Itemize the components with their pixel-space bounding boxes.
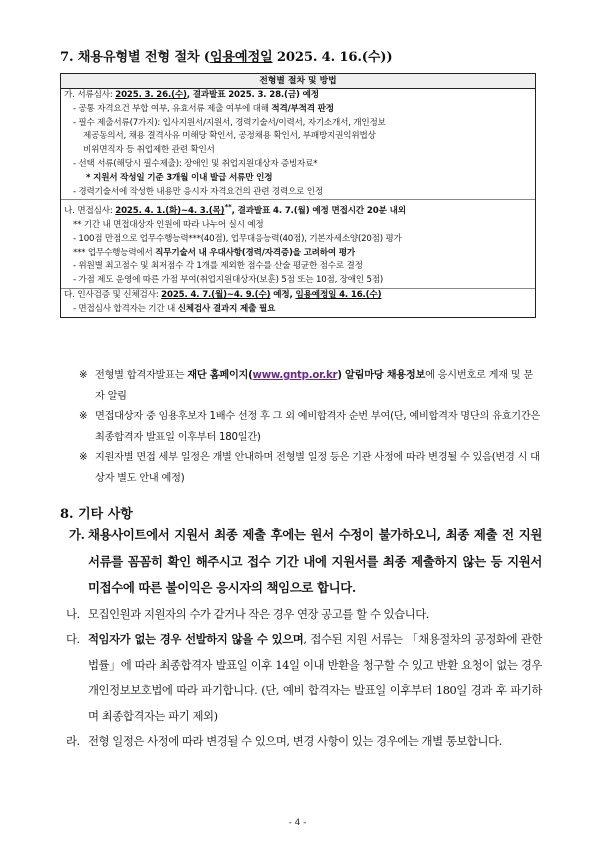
item-text: 채용사이트에서 지원서 최종 제출 후에는 원서 수정이 불가하오니, 최종 제출 전 지원 서류를 꼼꼼히 확인 해주시고 접수 기간 내에 지원서를 최종 제출하지 않는 등 지원서 미접수에 따른 불이익은 응시자의 책임으로 합니다. <box>88 527 542 595</box>
stage-detail: - 가점 제도 운영에 따른 가점 부여(취업지원대상자(보훈) 5점 또는 10점, 장애인 5점) <box>73 275 384 286</box>
stage-date: 2025. 4. 7.(월)~4. 9.(수) <box>161 290 271 301</box>
stage-interview-title <box>64 200 532 219</box>
item-mark: 라. <box>66 734 80 748</box>
other-items-list <box>66 522 542 755</box>
detail-bold: 신체검사 결과지 제출 필요 <box>177 303 276 314</box>
appointment-date: 임용예정일 4. 16.(수) <box>295 290 382 301</box>
stage-detail: - 경력기술서에 작성한 내용만 응시자 자격요건의 관련 경력으로 인정 <box>73 186 323 197</box>
notes-list <box>79 366 541 490</box>
other-item-d <box>66 729 542 755</box>
item-mark: 나. <box>66 606 80 621</box>
detail-bold: 직무기술서 내 우대사항(경력/자격증)을 고려하여 평가 <box>155 247 355 258</box>
stage-footnote <box>64 247 532 261</box>
detail-text: - 면접심사 합격자는 기간 내 <box>73 303 178 314</box>
item-text-rest: , 접수된 지원 서류는 「채용절차의 공정화에 관한 법률」에 따라 최종합격자 발표일 이후 14일 이내 반환을 청구할 수 있고 반환 요청이 없는 경우 개인정보보호법에 따라 파기합니다. (단, 예비 합격자는 발표일 이후부터 180일 경과 후 파기하며 최종합격자는 파기 제외) <box>88 632 542 723</box>
section-7-title-underlined: 임용예정일 <box>209 50 273 65</box>
other-item-b <box>66 602 542 628</box>
note-text <box>95 366 541 407</box>
stage-detail: - 위원별 최고점수 및 최저점수 각 1개를 제외한 점수를 산술 평균한 점수로 결정 <box>73 261 363 272</box>
item-mark: 가. <box>69 527 85 542</box>
note-item <box>79 366 541 407</box>
stage-date: 2025. 3. 26.(수) <box>115 90 187 100</box>
stage-detail: 제공동의서, 채용 결격사유 미해당 확인서, 공정채용 확인서, 부패방지권익위법상 <box>83 131 376 142</box>
procedure-table-header: 전형별 절차 및 방법 <box>61 74 535 89</box>
detail-text: *** 업무수행능력에서 <box>73 247 156 258</box>
note-text: 지원자별 면접 세부 일정은 개별 안내하며 전형별 일정 등은 기관 사정에 따라 변경될 수 있음(변경 시 대상자 별도 안내 예정) <box>95 452 540 484</box>
stage-verification-title <box>64 289 532 303</box>
note-mark: ※ <box>79 452 88 464</box>
note-mark: ※ <box>79 411 88 423</box>
note-text-part: 에 응시번호로 게재 및 문자 알림 <box>95 370 533 402</box>
section-8-title: 8. 기타 사항 <box>60 507 133 522</box>
stage-detail <box>64 103 532 117</box>
item-mark: 다. <box>66 632 80 646</box>
stage-detail: - 선택 서류(해당시 필수제출): 장애인 및 취업지원대상자 증빙자료* <box>73 158 318 169</box>
item-text-bold: 적임자가 없는 경우 선발하지 않을 수 있으며 <box>88 632 304 646</box>
stage-result: 예정, <box>270 290 296 301</box>
homepage-link[interactable]: www.gntp.or.kr <box>252 370 338 381</box>
other-item-a <box>69 522 542 602</box>
procedure-table <box>60 73 536 318</box>
stage-detail <box>64 303 532 317</box>
stage-label: 나. 면접심사: <box>64 206 116 217</box>
stage-verification <box>61 288 535 317</box>
page-number: - 4 - <box>288 818 307 828</box>
stage-label: 가. 서류심사: <box>64 90 116 100</box>
stage-detail: - 필수 제출서류(7가지): 입사지원서/지원서, 경력기술서/이력서, 자기소개서, 개인정보 <box>73 117 386 128</box>
stage-footnote: ** 기간 내 면접대상자 인원에 따라 나누어 실시 예정 <box>73 220 264 231</box>
note-item <box>79 448 541 489</box>
stage-result: , 결과발표 4. 7.(월) 예정 면접시간 20분 내외 <box>231 206 406 217</box>
note-item <box>79 407 541 448</box>
stage-date: 2025. 4. 1.(화)~4. 3.(목) <box>115 206 225 217</box>
item-text: 모집인원과 지원자의 수가 같거나 작은 경우 연장 공고를 할 수 있습니다. <box>88 606 429 621</box>
item-text <box>88 627 542 729</box>
note-mark: ※ <box>79 370 88 381</box>
note-text-part: 전형별 합격자발표는 <box>95 370 188 381</box>
note-text-bold: ) 알림마당 채용정보 <box>337 370 426 381</box>
section-7-title <box>60 46 392 65</box>
detail-bold: 적격/부적격 판정 <box>271 103 334 114</box>
stage-result: , 결과발표 2025. 3. 28.(금) 예정 <box>186 90 319 100</box>
stage-detail: 비위면직자 등 취업제한 관련 확인서 <box>83 145 215 156</box>
item-text: 전형 일정은 사정에 따라 변경될 수 있으며, 변경 사항이 있는 경우에는 개별 통보합니다. <box>88 734 502 748</box>
stage-detail: - 100점 만점으로 업무수행능력***(40점), 업무대응능력(40점), 기본자세소양(20점) 평가 <box>73 233 402 244</box>
stage-document-screening <box>61 89 535 199</box>
note-text: 면접대상자 중 임용후보자 1배수 선정 후 그 외 예비합격자 순번 부여(단, 예비합격자 명단의 유효기간은 최종합격자 발표일 이후부터 180일간) <box>95 411 541 443</box>
section-7-title-suffix: 2025. 4. 16.(수)) <box>272 50 393 65</box>
stage-document-screening-title <box>64 89 532 103</box>
stage-footnote: * 지원서 작성일 기준 3개월 이내 발급 서류만 인정 <box>86 172 273 183</box>
stage-label: 다. 인사검증 및 신체검사: <box>64 290 162 301</box>
note-text-bold: 재단 홈페이지( <box>187 370 253 381</box>
detail-text: - 공통 자격요건 부합 여부, 유효서류 제출 여부에 대해 <box>73 103 272 114</box>
stage-interview <box>61 199 535 288</box>
other-item-c <box>66 627 542 729</box>
footnote-mark: ** <box>224 202 232 212</box>
section-7-title-prefix: 7. 채용유형별 전형 절차 ( <box>60 50 210 65</box>
